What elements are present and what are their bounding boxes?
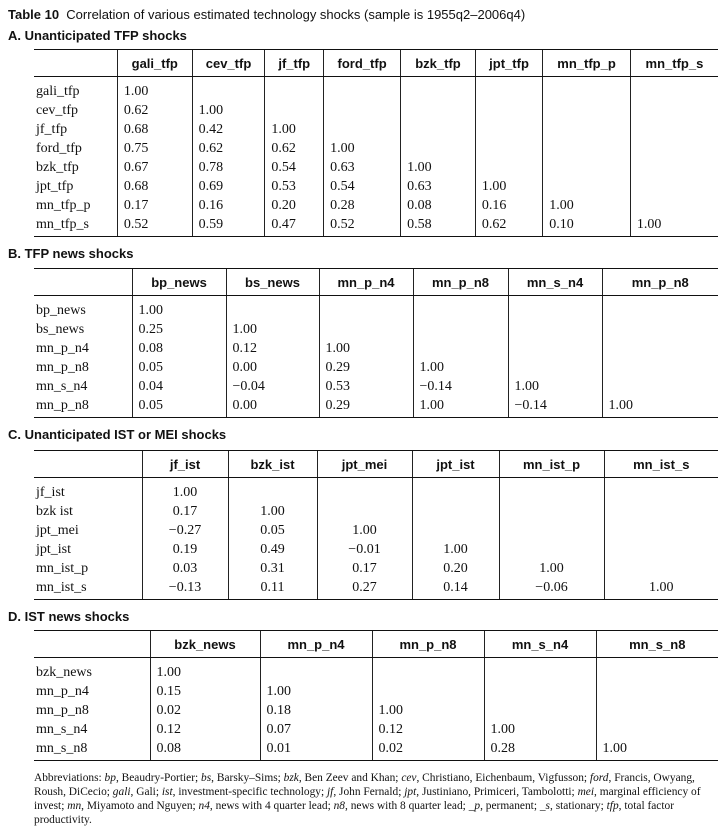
correlation-cell: [508, 358, 602, 377]
row-label: mn_p_n8: [36, 360, 89, 375]
correlation-cell: 0.18: [260, 701, 372, 720]
correlation-cell: 1.00: [508, 377, 602, 396]
correlation-cell: 0.17: [117, 196, 192, 215]
correlation-cell: [412, 478, 499, 503]
correlation-cell: 0.58: [401, 215, 476, 237]
table-row: [34, 478, 718, 503]
column-header: jpt_mei: [317, 451, 412, 478]
row-label: mn_ist_p: [36, 561, 89, 576]
table-row: [34, 120, 718, 139]
footnote-description: , news with 4 quarter lead;: [209, 800, 334, 812]
row-label: jpt_ist: [36, 542, 72, 557]
correlation-cell: 1.00: [228, 502, 317, 521]
footnote: [34, 771, 718, 827]
correlation-cell: [475, 101, 542, 120]
column-header: jf_ist: [142, 451, 228, 478]
correlation-cell: 0.69: [192, 177, 265, 196]
correlation-cell: [412, 502, 499, 521]
table-row: [34, 358, 718, 377]
footnote-abbreviation: n4: [198, 800, 210, 812]
correlation-cell: −0.04: [226, 377, 319, 396]
column-header: bp_news: [132, 269, 226, 296]
table-title: [8, 7, 525, 22]
correlation-cell: 0.49: [228, 540, 317, 559]
correlation-cell: 1.00: [475, 177, 542, 196]
correlation-cell: 0.05: [132, 358, 226, 377]
correlation-cell: 1.00: [319, 339, 413, 358]
correlation-cell: [602, 358, 718, 377]
footnote-abbreviation: bs: [201, 772, 212, 784]
correlation-cell: 0.31: [228, 559, 317, 578]
correlation-cell: [228, 478, 317, 503]
correlation-cell: 0.19: [142, 540, 228, 559]
correlation-cell: 1.00: [260, 682, 372, 701]
correlation-cell: [596, 701, 718, 720]
table-row: [34, 559, 718, 578]
correlation-cell: 0.02: [150, 701, 260, 720]
correlation-cell: 1.00: [372, 701, 484, 720]
correlation-cell: 0.17: [317, 559, 412, 578]
correlation-cell: 0.78: [192, 158, 265, 177]
footnote-abbreviation: mei: [577, 786, 595, 798]
table-row: [34, 701, 718, 720]
correlation-cell: [401, 101, 476, 120]
correlation-cell: [630, 120, 718, 139]
correlation-cell: 0.62: [475, 215, 542, 237]
header-blank: [34, 269, 132, 296]
correlation-cell: [630, 77, 718, 102]
correlation-cell: [630, 139, 718, 158]
correlation-cell: 0.20: [412, 559, 499, 578]
footnote-abbreviation: ford: [589, 772, 609, 784]
correlation-cell: [508, 296, 602, 321]
row-label: cev_tfp: [36, 103, 78, 118]
column-header: mn_p_n8: [413, 269, 508, 296]
correlation-cell: [317, 478, 412, 503]
correlation-cell: 0.01: [260, 739, 372, 761]
column-header: jpt_tfp: [475, 50, 542, 77]
correlation-cell: 0.52: [117, 215, 192, 237]
correlation-cell: 0.08: [150, 739, 260, 761]
correlation-cell: 0.08: [132, 339, 226, 358]
correlation-cell: 0.11: [228, 578, 317, 600]
row-label: mn_p_n4: [36, 341, 89, 356]
correlation-cell: 0.29: [319, 358, 413, 377]
table-row: [34, 158, 718, 177]
correlation-cell: 0.59: [192, 215, 265, 237]
footnote-intro: Abbreviations:: [34, 772, 105, 784]
correlation-cell: 1.00: [324, 139, 401, 158]
table-row: [34, 502, 718, 521]
correlation-cell: 1.00: [192, 101, 265, 120]
correlation-cell: 0.08: [401, 196, 476, 215]
correlation-cell: [265, 101, 324, 120]
correlation-cell: 0.75: [117, 139, 192, 158]
correlation-cell: [543, 101, 631, 120]
correlation-cell: 0.54: [324, 177, 401, 196]
correlation-cell: [319, 320, 413, 339]
correlation-cell: [602, 296, 718, 321]
correlation-table: [34, 630, 718, 761]
footnote-abbreviation: _s: [539, 800, 550, 812]
table-row: [34, 739, 718, 761]
correlation-cell: [401, 139, 476, 158]
correlation-table: [34, 268, 718, 418]
footnote-description: , Miyamoto and Nguyen;: [81, 800, 199, 812]
correlation-cell: 1.00: [412, 540, 499, 559]
correlation-cell: [543, 139, 631, 158]
correlation-cell: [602, 339, 718, 358]
column-header: mn_tfp_s: [630, 50, 718, 77]
row-label: ford_tfp: [36, 141, 82, 156]
header-blank: [34, 451, 142, 478]
header-blank: [34, 631, 150, 658]
correlation-cell: 1.00: [596, 739, 718, 761]
correlation-cell: 1.00: [413, 358, 508, 377]
correlation-cell: 0.52: [324, 215, 401, 237]
correlation-table: [34, 450, 718, 600]
correlation-cell: 0.28: [484, 739, 596, 761]
row-label: bp_news: [36, 303, 86, 318]
correlation-cell: 1.00: [499, 559, 604, 578]
row-label: mn_p_n8: [34, 396, 132, 418]
column-header: mn_s_n8: [596, 631, 718, 658]
correlation-cell: 0.62: [117, 101, 192, 120]
footnote-description: , Francis, Owyang, Roush, DiCecio;: [34, 772, 695, 798]
correlation-cell: [226, 296, 319, 321]
correlation-cell: 1.00: [265, 120, 324, 139]
footnote-description: , investment-specific technology;: [172, 786, 327, 798]
correlation-cell: 1.00: [317, 521, 412, 540]
correlation-cell: [630, 177, 718, 196]
correlation-cell: 0.03: [142, 559, 228, 578]
row-label: jf_tfp: [36, 122, 68, 137]
table-caption: Correlation of various estimated technology shocks (sample is 1955q2–2006q4): [66, 7, 526, 22]
correlation-cell: 1.00: [484, 720, 596, 739]
footnote-description: , marginal efficiency of invest;: [34, 786, 701, 812]
table-row: [34, 320, 718, 339]
correlation-cell: 0.17: [142, 502, 228, 521]
row-label: gali_tfp: [36, 84, 80, 99]
row-label: mn_p_n4: [36, 684, 89, 699]
correlation-cell: [604, 559, 718, 578]
row-label: mn_ist_s: [34, 578, 142, 600]
correlation-cell: [265, 77, 324, 102]
table-row: [34, 196, 718, 215]
correlation-cell: 0.63: [324, 158, 401, 177]
column-header: bzk_news: [150, 631, 260, 658]
footnote-abbreviation: jpt: [404, 786, 417, 798]
table-row: [34, 377, 718, 396]
correlation-cell: [372, 682, 484, 701]
column-header: bzk_tfp: [401, 50, 476, 77]
table-row: [34, 177, 718, 196]
row-label: bzk ist: [36, 504, 73, 519]
correlation-cell: [543, 77, 631, 102]
section-heading: B. TFP news shocks: [8, 246, 134, 261]
correlation-cell: 0.04: [132, 377, 226, 396]
correlation-cell: 0.07: [260, 720, 372, 739]
section-heading: A. Unanticipated TFP shocks: [8, 28, 187, 43]
correlation-cell: [602, 377, 718, 396]
footnote-abbreviation: tfp: [606, 800, 619, 812]
footnote-abbreviation: bp: [104, 772, 116, 784]
row-label: jpt_tfp: [36, 179, 74, 194]
footnote-abbreviation: _p: [468, 800, 481, 812]
table-row: [34, 77, 718, 102]
correlation-cell: 0.15: [150, 682, 260, 701]
footnote-description: , Gali;: [130, 786, 162, 798]
correlation-cell: [260, 658, 372, 683]
correlation-cell: 0.67: [117, 158, 192, 177]
footnote-description: , Justiniano, Primiceri, Tambolotti;: [416, 786, 578, 798]
column-header: mn_p_n8: [372, 631, 484, 658]
row-label: mn_s_n4: [36, 379, 88, 394]
correlation-cell: 1.00: [401, 158, 476, 177]
row-label: mn_tfp_s: [34, 215, 117, 237]
correlation-cell: −0.06: [499, 578, 604, 600]
correlation-cell: 0.00: [226, 396, 319, 418]
table-row: [34, 139, 718, 158]
correlation-cell: 0.05: [132, 396, 226, 418]
correlation-cell: 0.54: [265, 158, 324, 177]
row-label: jf_ist: [36, 485, 65, 500]
header-blank: [34, 50, 117, 77]
footnote-abbreviation: ist: [161, 786, 173, 798]
correlation-cell: 0.28: [324, 196, 401, 215]
footnote-abbreviation: gali: [112, 786, 131, 798]
correlation-cell: [475, 139, 542, 158]
correlation-cell: [596, 682, 718, 701]
footnote-description: , permanent;: [480, 800, 540, 812]
correlation-cell: [319, 296, 413, 321]
table-row: [34, 682, 718, 701]
correlation-cell: 0.25: [132, 320, 226, 339]
correlation-cell: [324, 77, 401, 102]
column-header: jf_tfp: [265, 50, 324, 77]
correlation-cell: 0.27: [317, 578, 412, 600]
table-row: [34, 658, 718, 683]
correlation-cell: 0.00: [226, 358, 319, 377]
correlation-cell: −0.13: [142, 578, 228, 600]
correlation-cell: 0.14: [412, 578, 499, 600]
footnote-description: , John Fernald;: [333, 786, 405, 798]
column-header: mn_ist_s: [604, 451, 718, 478]
correlation-cell: [630, 158, 718, 177]
column-header: mn_s_n4: [508, 269, 602, 296]
correlation-cell: 1.00: [604, 578, 718, 600]
correlation-cell: [508, 320, 602, 339]
correlation-cell: [630, 196, 718, 215]
correlation-cell: 1.00: [630, 215, 718, 237]
correlation-cell: 1.00: [150, 658, 260, 683]
correlation-cell: 0.63: [401, 177, 476, 196]
footnote-abbreviation: cev: [401, 772, 417, 784]
column-header: mn_s_n4: [484, 631, 596, 658]
correlation-cell: 0.68: [117, 120, 192, 139]
column-header: mn_p_n4: [319, 269, 413, 296]
correlation-cell: [412, 521, 499, 540]
correlation-cell: [499, 502, 604, 521]
correlation-cell: 0.12: [372, 720, 484, 739]
footnote-description: , Christiano, Eichenbaum, Vigfusson;: [416, 772, 590, 784]
correlation-cell: [602, 320, 718, 339]
table-row: [34, 720, 718, 739]
correlation-cell: 1.00: [117, 77, 192, 102]
correlation-cell: [484, 701, 596, 720]
correlation-cell: 0.29: [319, 396, 413, 418]
correlation-cell: −0.01: [317, 540, 412, 559]
column-header: mn_p_n8: [602, 269, 718, 296]
footnote-abbreviation: jf: [327, 786, 334, 798]
correlation-cell: [604, 540, 718, 559]
footnote-description: , stationary;: [550, 800, 607, 812]
column-header: cev_tfp: [192, 50, 265, 77]
table-number: Table 10: [8, 7, 60, 22]
correlation-cell: [604, 478, 718, 503]
table-row: [34, 578, 718, 600]
table-row: [34, 339, 718, 358]
correlation-cell: [499, 521, 604, 540]
correlation-cell: [475, 158, 542, 177]
column-header: bs_news: [226, 269, 319, 296]
correlation-cell: 0.47: [265, 215, 324, 237]
correlation-cell: [324, 101, 401, 120]
table-row: [34, 396, 718, 418]
correlation-cell: −0.14: [508, 396, 602, 418]
section-heading: C. Unanticipated IST or MEI shocks: [8, 427, 227, 442]
correlation-cell: [413, 339, 508, 358]
correlation-cell: 0.62: [192, 139, 265, 158]
row-label: bzk_tfp: [36, 160, 79, 175]
column-header: gali_tfp: [117, 50, 192, 77]
footnote-description: , Barsky–Sims;: [211, 772, 284, 784]
correlation-cell: 1.00: [132, 296, 226, 321]
correlation-table: [34, 49, 718, 237]
column-header: bzk_ist: [228, 451, 317, 478]
correlation-cell: [372, 658, 484, 683]
footnote-description: , news with 8 quarter lead;: [345, 800, 469, 812]
row-label: mn_tfp_p: [36, 198, 91, 213]
table-row: [34, 215, 718, 237]
row-label: mn_s_n8: [34, 739, 150, 761]
correlation-cell: 1.00: [602, 396, 718, 418]
correlation-cell: [604, 502, 718, 521]
correlation-cell: −0.27: [142, 521, 228, 540]
column-header: mn_tfp_p: [543, 50, 631, 77]
section-heading: D. IST news shocks: [8, 609, 130, 624]
table-row: [34, 521, 718, 540]
correlation-cell: −0.14: [413, 377, 508, 396]
correlation-cell: 0.53: [319, 377, 413, 396]
correlation-cell: [543, 158, 631, 177]
correlation-cell: 0.10: [543, 215, 631, 237]
correlation-cell: 0.02: [372, 739, 484, 761]
correlation-cell: [596, 720, 718, 739]
footnote-abbreviation: n8: [333, 800, 345, 812]
row-label: mn_p_n8: [36, 703, 89, 718]
correlation-cell: [499, 540, 604, 559]
correlation-cell: 0.12: [150, 720, 260, 739]
correlation-cell: [413, 320, 508, 339]
correlation-cell: [324, 120, 401, 139]
correlation-cell: 0.12: [226, 339, 319, 358]
correlation-cell: 0.53: [265, 177, 324, 196]
correlation-cell: 0.16: [475, 196, 542, 215]
row-label: jpt_mei: [36, 523, 79, 538]
row-label: mn_s_n4: [36, 722, 88, 737]
footnote-abbreviation: bzk: [283, 772, 299, 784]
correlation-cell: [401, 120, 476, 139]
row-label: bzk_news: [36, 665, 92, 680]
correlation-cell: 0.62: [265, 139, 324, 158]
column-header: ford_tfp: [324, 50, 401, 77]
correlation-cell: [192, 77, 265, 102]
table-row: [34, 540, 718, 559]
correlation-cell: 1.00: [142, 478, 228, 503]
footnote-abbreviation: mn: [67, 800, 82, 812]
correlation-cell: 0.20: [265, 196, 324, 215]
table-row: [34, 101, 718, 120]
correlation-cell: [508, 339, 602, 358]
correlation-cell: [630, 101, 718, 120]
correlation-cell: [596, 658, 718, 683]
correlation-cell: [484, 658, 596, 683]
table-row: [34, 296, 718, 321]
correlation-cell: [475, 77, 542, 102]
correlation-cell: [604, 521, 718, 540]
column-header: jpt_ist: [412, 451, 499, 478]
correlation-cell: 0.16: [192, 196, 265, 215]
correlation-cell: [475, 120, 542, 139]
column-header: mn_p_n4: [260, 631, 372, 658]
correlation-cell: [401, 77, 476, 102]
column-header: mn_ist_p: [499, 451, 604, 478]
correlation-cell: [413, 296, 508, 321]
footnote-description: , Beaudry-Portier;: [115, 772, 202, 784]
correlation-cell: 0.42: [192, 120, 265, 139]
correlation-cell: 1.00: [543, 196, 631, 215]
footnote-description: , total factor productivity.: [34, 800, 675, 826]
correlation-cell: [317, 502, 412, 521]
correlation-cell: [484, 682, 596, 701]
correlation-cell: 1.00: [226, 320, 319, 339]
footnote-description: , Ben Zeev and Khan;: [298, 772, 402, 784]
correlation-cell: 1.00: [413, 396, 508, 418]
correlation-cell: [499, 478, 604, 503]
correlation-cell: [543, 120, 631, 139]
correlation-cell: 0.05: [228, 521, 317, 540]
correlation-cell: 0.68: [117, 177, 192, 196]
correlation-cell: [543, 177, 631, 196]
row-label: bs_news: [36, 322, 85, 337]
